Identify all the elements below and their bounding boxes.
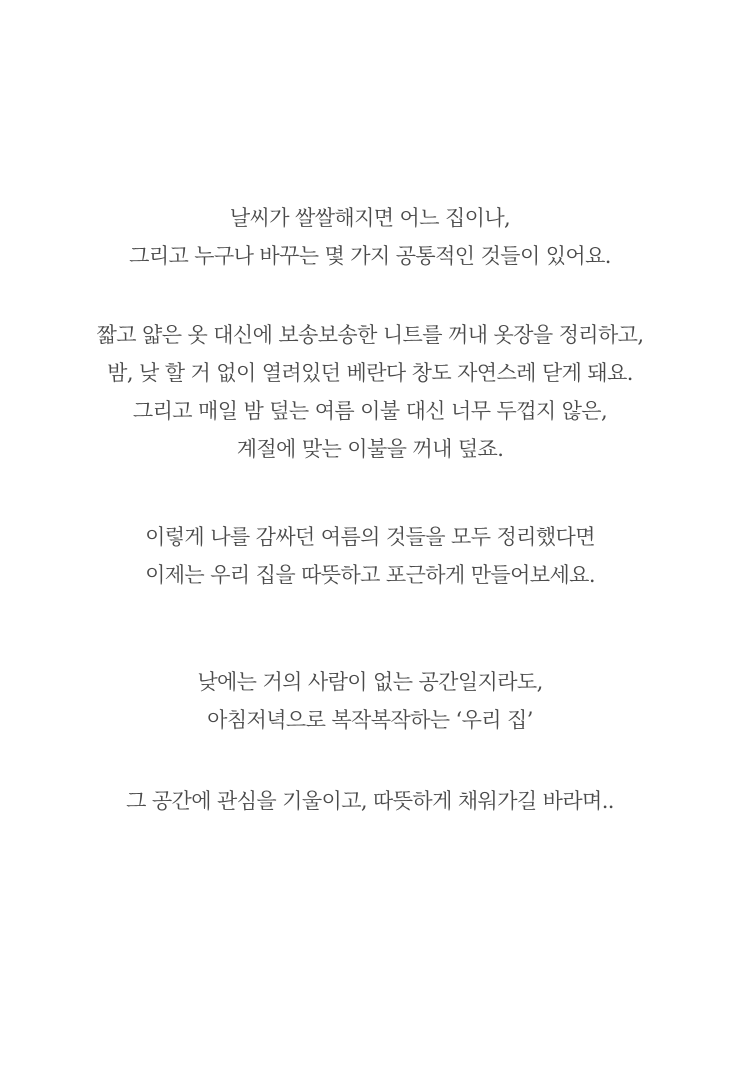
paragraph-closing — [20, 782, 720, 820]
text-line: 이렇게 나를 감싸던 여름의 것들을 모두 정리했다면 — [145, 525, 595, 549]
text-line: 이제는 우리 집을 따뜻하고 포근하게 만들어보세요. — [145, 563, 595, 587]
text-line: 낮에는 거의 사람이 없는 공간일지라도, — [197, 670, 543, 694]
paragraph-intro — [20, 199, 720, 275]
paragraph-our-home — [20, 663, 720, 739]
paragraph-changes — [20, 316, 720, 468]
text-line: 아침저녁으로 복작복작하는 ‘우리 집’ — [207, 708, 533, 732]
text-line: 계절에 맞는 이불을 꺼내 덮죠. — [236, 437, 504, 461]
text-line: 그리고 누구나 바꾸는 몇 가지 공통적인 것들이 있어요. — [129, 244, 611, 268]
text-line: 밤, 낮 할 거 없이 열려있던 베란다 창도 자연스레 닫게 돼요. — [107, 361, 633, 385]
text-line: 그리고 매일 밤 덮는 여름 이불 대신 너무 두껍지 않은, — [132, 399, 608, 423]
text-line: 그 공간에 관심을 기울이고, 따뜻하게 채워가길 바라며.. — [126, 789, 614, 813]
text-line: 짧고 얇은 옷 대신에 보송보송한 니트를 꺼내 옷장을 정리하고, — [96, 323, 644, 347]
paragraph-suggestion — [20, 518, 720, 594]
text-line: 날씨가 쌀쌀해지면 어느 집이나, — [229, 206, 511, 230]
